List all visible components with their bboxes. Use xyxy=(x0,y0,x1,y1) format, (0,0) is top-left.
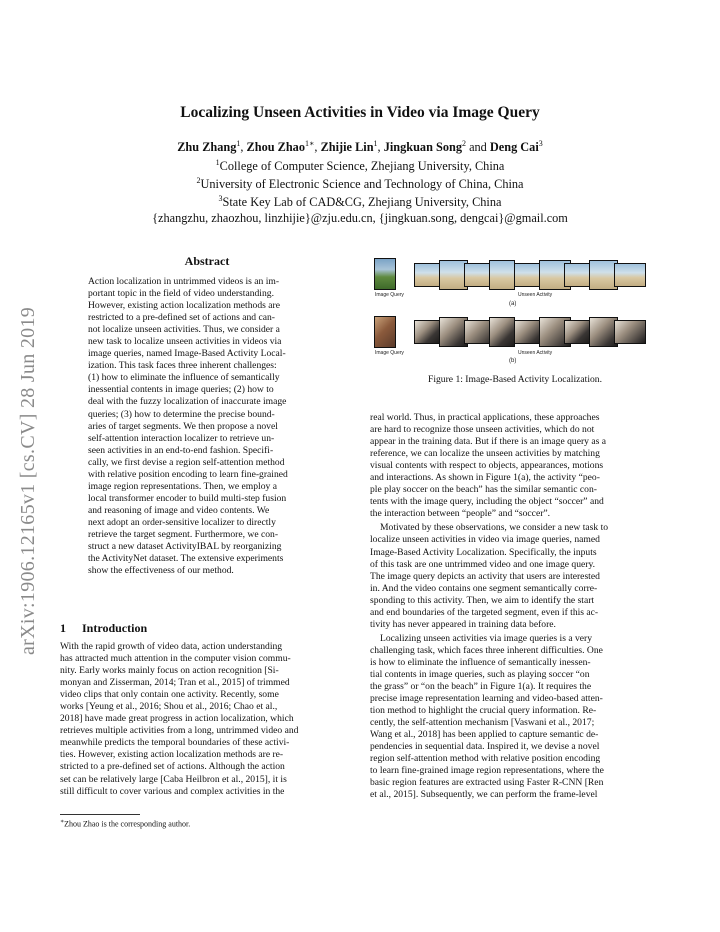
text-line: to learn fine-grained image region representations, where the xyxy=(370,765,604,777)
author-name: Jingkuan Song xyxy=(383,140,462,155)
text-line: with relative position encoding to learn fine-grained xyxy=(88,468,288,480)
text-line: and end boundaries of the targeted segment, even if this ac- xyxy=(370,606,599,618)
intro-body xyxy=(60,641,350,798)
text-line: still difficult to cover various and complex activities in the xyxy=(60,785,285,797)
text-line: reference, we can localize the unseen activities by matching xyxy=(370,448,600,460)
text-line: retrieves multiple activities from a long, untrimmed video and xyxy=(60,725,299,737)
text-line: ties. However, existing action localization methods are re- xyxy=(60,749,284,761)
figure-label: Unseen Activity xyxy=(518,350,553,356)
text-line: works [Yeung et al., 2016; Shou et al., 2016; Chao et al., xyxy=(60,701,278,713)
text-line: sponding to this activity. Then, we aim to identify the start xyxy=(370,594,595,606)
text-line: et al., 2015]. Subsequently, we can perform the frame-level xyxy=(370,789,598,801)
video-frame xyxy=(489,260,515,290)
text-line: portant topic in the field of video understanding. xyxy=(88,288,274,300)
author-sep: , xyxy=(377,140,384,155)
text-line: and reasoning of image and video contents. We xyxy=(88,504,270,516)
video-frame xyxy=(614,320,646,344)
text-line: basic region features are extracted using Faster R-CNN [Ren xyxy=(370,777,604,789)
author-name: Zhijie Lin xyxy=(320,140,374,155)
text-line: meanwhile predicts the temporal boundaries of these activi- xyxy=(60,737,290,749)
video-frame-strip xyxy=(414,316,654,346)
text-line: visual contents with respect to objects, appearances, motions xyxy=(370,460,604,472)
author-sup: 1∗ xyxy=(304,139,315,148)
text-line: image queries, named Image-Based Activity Local- xyxy=(88,348,286,360)
figure-1 xyxy=(370,254,660,370)
text-line: Action localization in untrimmed videos is an im- xyxy=(88,276,280,287)
text-line: is how to eliminate the influence of semantically inessen- xyxy=(370,656,591,668)
right-column-body xyxy=(370,412,660,802)
text-line: ization. This task faces three inherent challenges: xyxy=(88,360,277,372)
text-line: Image-Based Activity Localization. Specifically, the inputs xyxy=(370,546,597,558)
text-line: challenging task, which faces three inherent difficulties. One xyxy=(370,644,603,656)
text-line: 2018] have made great progress in action localization, which xyxy=(60,713,294,725)
section-number: 1 xyxy=(60,621,66,635)
footnote-rule xyxy=(60,814,140,815)
author-and: and xyxy=(469,140,487,155)
text-line: tial contents in image queries, such as playing soccer “on xyxy=(370,668,590,680)
abstract-heading: Abstract xyxy=(184,254,230,268)
text-line: the grass” or “on the beach” in Figure 1(a). It requires the xyxy=(370,681,592,693)
video-frame xyxy=(564,263,590,287)
subfigure-label: (b) xyxy=(509,358,517,364)
author-sep: , xyxy=(314,140,321,155)
text-line: local transformer encoder to build multi-step fusion xyxy=(88,492,287,504)
text-line: monyan and Zisserman, 2014; Tran et al., 2015] of trimmed xyxy=(60,677,290,689)
section-title: Introduction xyxy=(82,621,148,635)
text-line: aries of target segments. We then propose a novel xyxy=(88,420,278,432)
text-line: appear in the training data. But if there is an image query as a xyxy=(370,436,607,448)
video-frame xyxy=(614,263,646,287)
text-line: seen activities in an end-to-end fashion. Specifi- xyxy=(88,444,274,456)
text-line: retrieve the target segment. Furthermore, we con- xyxy=(88,528,279,540)
author-sup: 1 xyxy=(373,139,378,148)
text-line: of this task are one untrimmed video and one image query. xyxy=(370,558,596,570)
abstract-body xyxy=(88,276,326,577)
video-frame xyxy=(414,320,440,344)
figure-label: Image Query xyxy=(375,350,404,356)
author-sup: 3 xyxy=(538,139,543,148)
figure-label: Image Query xyxy=(375,292,404,298)
text-line: queries; (3) how to determine the precise bound- xyxy=(88,408,275,420)
text-line: the interaction between “people” and “soccer”. xyxy=(370,508,551,520)
text-line: video clips that only contain one activity. Recently, some xyxy=(60,689,279,701)
figure-label: Unseen Activity xyxy=(518,292,553,298)
text-line: stricted to a pre-defined set of actions. Although the action xyxy=(60,761,285,773)
text-line: tents with the image query, including the object “soccer” and xyxy=(370,496,604,508)
author-name: Deng Cai xyxy=(489,140,539,155)
author-name: Zhu Zhang xyxy=(177,140,237,155)
author-sup: 2 xyxy=(461,139,466,148)
text-line: restricted to a pre-defined set of actions and can- xyxy=(88,312,275,324)
affiliation: $^2$University of Electronic Science and Technology of China, China xyxy=(196,176,524,192)
text-line: ple play soccer on the beach” has the similar semantic con- xyxy=(370,484,597,496)
text-line: not localize unseen activities. Thus, we consider a xyxy=(88,324,280,336)
paragraph xyxy=(370,522,660,630)
author-emails: {zhangzhu, zhaozhou, linzhijie}@zju.edu.cn, {jingkuan.song, dengcai}@gmail.com xyxy=(152,211,568,225)
text-line: Wang et al., 2018] has been applied to capture semantic de- xyxy=(370,729,599,741)
text-line: region self-attention method with relative position encoding xyxy=(370,753,601,765)
arxiv-stamp: arXiv:1906.12165v1 [cs.CV] 28 Jun 2019 xyxy=(17,306,39,655)
text-line: However, existing action localization methods are xyxy=(88,300,280,312)
footnote: ∗Zhou Zhao is the corresponding author. xyxy=(60,819,191,829)
section-heading xyxy=(60,621,147,636)
subfigure-label: (a) xyxy=(509,301,517,307)
text-line: and interactions. As shown in Figure 1(a), the activity “peo- xyxy=(370,472,600,484)
text-line: self-attention interaction localizer to retrieve un- xyxy=(88,432,275,444)
text-line: tion method to highlight the crucial query information. Re- xyxy=(370,705,597,717)
text-line: Localizing unseen activities via image queries is a very xyxy=(380,632,593,644)
text-line: real world. Thus, in practical applications, these approaches xyxy=(370,412,600,423)
text-line: struct a new dataset ActivityIBAL by reorganizing xyxy=(88,541,282,553)
text-line: set can be relatively large [Caba Heilbron et al., 2015], it is xyxy=(60,773,287,785)
text-line: are hard to recognize those unseen activities, which do not xyxy=(370,424,595,436)
text-line: has attracted much attention in the computer vision commu- xyxy=(60,653,291,665)
text-line: The image query depicts an activity that users are interested xyxy=(370,570,600,582)
text-line: image region representations. Then, we employ a xyxy=(88,480,277,492)
author-sep: , xyxy=(240,140,247,155)
text-line: pendencies in sequential data. Inspired it, we devise a novel xyxy=(370,741,600,753)
paragraph xyxy=(370,633,660,802)
image-query-thumbnail xyxy=(374,258,396,290)
affiliation: $^3$State Key Lab of CAD&CG, Zhejiang University, China xyxy=(218,194,502,210)
text-line: With the rapid growth of video data, action understanding xyxy=(60,641,283,652)
video-frame-strip xyxy=(414,259,654,289)
affiliation: $^1$College of Computer Science, Zhejiang University, China xyxy=(215,158,505,174)
text-line: tivity has never appeared in training data before. xyxy=(370,618,556,630)
video-frame xyxy=(489,317,515,347)
figure-caption: Figure 1: Image-Based Activity Localization. xyxy=(428,374,602,385)
text-line: (1) how to eliminate the influence of semantically xyxy=(88,372,280,384)
text-line: in. And the video contains one segment semantically corre- xyxy=(370,582,598,594)
text-line: next adopt an order-sensitive localizer to directly xyxy=(88,516,276,528)
text-line: deal with the fuzzy localization of inaccurate image xyxy=(88,396,287,408)
author-sup: 1 xyxy=(236,139,241,148)
video-frame xyxy=(564,320,590,344)
text-line: new task to localize unseen activities in videos via xyxy=(88,336,282,348)
paper-title: Localizing Unseen Activities in Video via Image Query xyxy=(180,104,540,121)
text-line: cally, we first devise a region self-attention method xyxy=(88,456,285,468)
text-line: nity. Early works mainly focus on action recognition [Si- xyxy=(60,665,279,677)
text-line: Motivated by these observations, we consider a new task to xyxy=(380,522,609,534)
text-line: localize unseen activities in video via image queries, named xyxy=(370,534,600,546)
author-name: Zhou Zhao xyxy=(246,140,305,155)
author-list xyxy=(0,139,720,155)
image-query-thumbnail xyxy=(374,316,396,348)
video-frame xyxy=(414,263,440,287)
text-line: cently, the self-attention mechanism [Vaswani et al., 2017; xyxy=(370,717,595,729)
text-line: show the effectiveness of our method. xyxy=(88,565,234,577)
text-line: inessential contents in image queries; (2) how to xyxy=(88,384,274,396)
paragraph xyxy=(370,412,660,520)
text-line: precise image representation learning and video-based atten- xyxy=(370,693,603,705)
text-line: the ActivityNet dataset. The extensive experiments xyxy=(88,553,284,565)
